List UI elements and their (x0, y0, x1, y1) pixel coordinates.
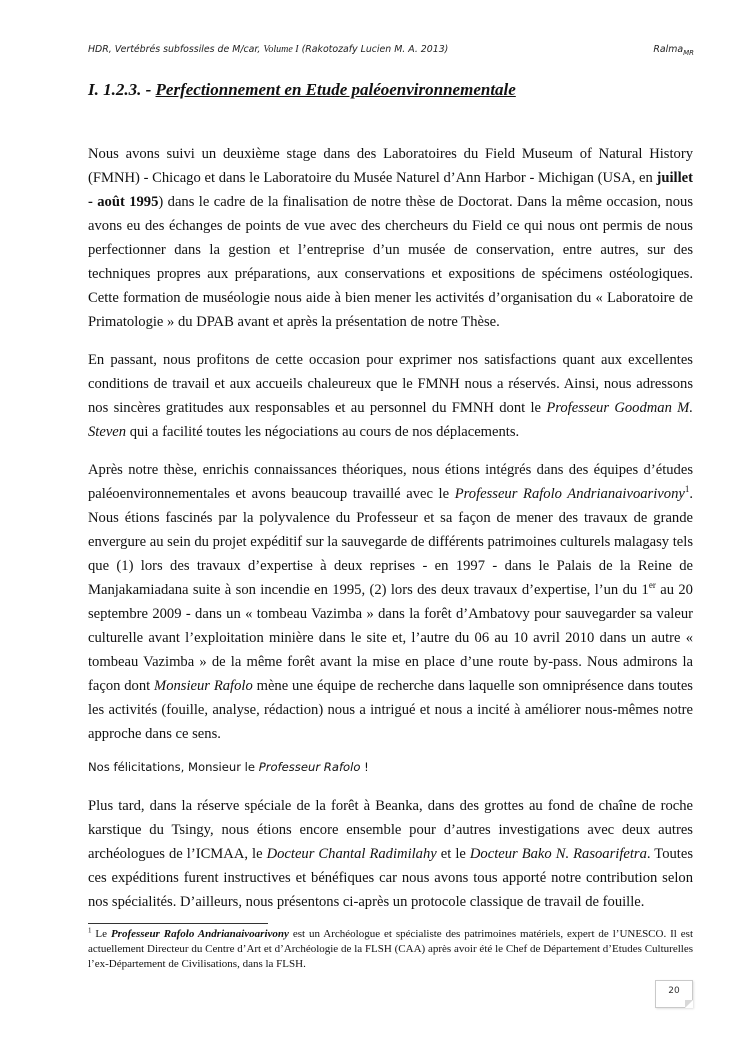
section-title: Perfectionnement en Etude paléoenvironnementale (155, 80, 516, 99)
header-citation (88, 44, 448, 55)
paragraph-2 (88, 348, 693, 444)
footnote-ref-1[interactable]: 1 (684, 484, 690, 495)
congratulations-line (88, 756, 693, 778)
header-title: HDR, Vertébrés subfossiles de M/car, (88, 44, 264, 55)
paragraph-1 (88, 142, 693, 334)
header-tag-sub: MR (683, 48, 694, 57)
section-number: I. 1.2.3. - (88, 80, 156, 99)
p3-name-italic: Professeur Rafolo Andrianaivoarivony (454, 486, 685, 502)
p2-text-b: qui a facilité toutes les négociations au cours de nos déplacements. (126, 424, 520, 440)
page-number-box (655, 980, 693, 1008)
p1-text-b: ) dans le cadre de la finalisation de notre thèse de Doctorat. Dans la même occasion, nous avons eu des échanges de points de vue avec des chercheurs du Field ce qui nous ont permis de nous perfectionner dans la gestion et l’entreprise d’un musée de conservation, entre autres, sur des techniques propres aux préparations, aux conservations et expositions de spécimens ostéologiques. Cette formation de muséologie nous aide à bien mener les activités d’organisation du « Laboratoire de Primatologie » du DPAB avant et après la présentation de notre Thèse. (88, 194, 693, 330)
header-author: (Rakotozafy Lucien M. A. 2013) (298, 44, 449, 55)
header-volume: Volume I (263, 44, 299, 55)
p3-text-b: . Nous étions fascinés par la polyvalence du Professeur et sa façon de mener des travaux de grande envergure au sein du projet expéditif sur la sauvegarde de différents patrimoines culturels malagasy tels que (1) lors des travaux d’expertise à deux reprises - en 1997 - dans le Palais de la Reine de Manjakamiadana suite à son incendie en 1995, (2) lors des deux travaux d’expertise, l’un du 1 (88, 486, 693, 598)
p3-text-d: mène une équipe de recherche dans laquelle son omniprésence dans toutes les activités (fouille, analyse, rédaction) nous a intrigué et nous a incité à améliorer nous-mêmes notre approche dans ce sens. (88, 678, 693, 742)
p4-name2-italic: Docteur Bako N. Rasoarifetra (469, 846, 647, 862)
p4-text-b: et le (436, 846, 470, 862)
congrats-text-b: ! (360, 760, 369, 774)
header-tag (653, 44, 694, 57)
footnote-divider (88, 923, 268, 924)
congrats-text-a: Nos félicitations, Monsieur le (88, 760, 259, 774)
fn-text-b: est un Archéologue et spécialiste des patrimoines matériels, expert de l’UNESCO. Il est actuellement Directeur du Centre d’Art et d’Archéologie de la FLSH (CAA) après avoir été le Chef de Département d’Etudes Culturelles l’ex-Département de Civilisations, dans la FLSH. (88, 928, 693, 970)
fn-name-bold-italic: Professeur Rafolo Andrianaivoarivony (110, 928, 289, 940)
section-heading (88, 80, 516, 100)
p4-name1-italic: Docteur Chantal Radimilahy (266, 846, 437, 862)
p3-text-c: au 20 septembre 2009 - dans un « tombeau Vazimba » dans la forêt d’Ambatovy pour sauvegarder sa valeur culturelle avant l’exploitation minière dans le site et, l’autre du 06 au 10 avril 2010 dans un autre « tombeau Vazimba » de la même forêt avant la mise en place d’une route by-pass. Nous admirons la façon dont (88, 582, 693, 694)
p4-text-c: . Toutes ces expéditions furent instructives et bénéfiques car nous avons tous apporté notre contribution selon nos spécialités. D’ailleurs, nous présentons ci-après un protocole classique de travail de fouille. (88, 846, 694, 910)
paragraph-4 (88, 794, 693, 914)
p4-text-a: Plus tard, dans la réserve spéciale de la forêt à Beanka, dans des grottes au fond de chaîne de roche karstique du Tsingy, nous étions encore ensemble pour d’autres investigations avec deux autres archéologues de l’ICMAA, le (88, 798, 693, 862)
p3-ordinal-sup: er (648, 580, 656, 591)
body-text (88, 142, 693, 914)
page-curl-icon (685, 1000, 693, 1008)
p1-date-bold: juillet - août 1995 (88, 170, 693, 210)
p1-text-a: Nous avons suivi un deuxième stage dans des Laboratoires du Field Museum of Natural History (FMNH) - Chicago et dans le Laboratoire du Musée Naturel d’Ann Harbor - Michigan (USA, en (88, 146, 693, 186)
p3-name2-italic: Monsieur Rafolo (154, 678, 253, 694)
p2-name-italic: Professeur Goodman M. Steven (88, 400, 693, 440)
footnote-mark: 1 (88, 926, 92, 935)
p3-text-a: Après notre thèse, enrichis connaissances théoriques, nous étions intégrés dans des équipes d’études paléoenvironnementales et avons beaucoup travaillé avec le (88, 462, 693, 502)
paragraph-3 (88, 458, 693, 746)
p2-text-a: En passant, nous profitons de cette occasion pour exprimer nos satisfactions quant aux excellentes conditions de travail et aux accueils chaleureux que le FMNH nous a réservés. Ainsi, nous adressons nos sincères gratitudes aux responsables et au personnel du FMNH dont le (88, 352, 693, 416)
page-number: 20 (668, 986, 680, 996)
footnote-1 (88, 927, 693, 972)
congrats-name-italic: Professeur Rafolo (258, 760, 361, 774)
fn-text-a: Le (91, 928, 111, 940)
header-tag-base: Ralma (653, 44, 684, 55)
